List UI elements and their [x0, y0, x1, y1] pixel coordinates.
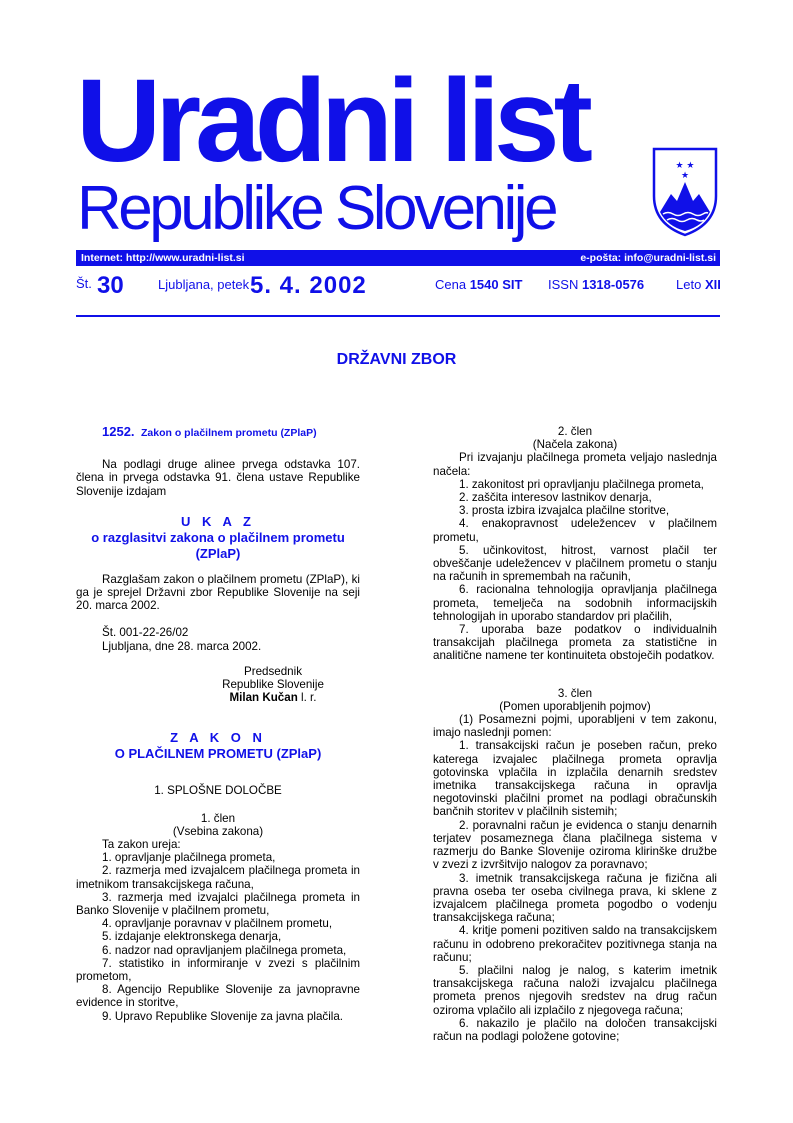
issue-date: 5. 4. 2002 [250, 272, 367, 299]
issue-issn: ISSN 1318-0576 [548, 277, 645, 292]
article-2-heading: 2. člen [557, 425, 593, 438]
article-2-intro: Pri izvajanju plačilnega prometa veljajo naslednja načela: [433, 451, 717, 478]
left-column [76, 425, 360, 1023]
article-1-intro: Ta zakon ureja: [102, 838, 181, 852]
list-item: 7. statistiko in informiranje v zvezi s plačilnim prometom, [76, 956, 360, 984]
email-link[interactable]: e-pošta: info@uradni-list.si [580, 252, 716, 264]
coat-of-arms-icon [651, 146, 719, 238]
signature-name: Milan Kučan l. r. [229, 691, 317, 705]
article-1-heading: 1. člen [200, 811, 236, 825]
law-heading: 1252. Zakon o plačilnem prometu (ZPlaP) [102, 424, 317, 439]
list-item: 5. izdajanje elektronskega denarja, [102, 930, 282, 944]
ukaz-subheading: o razglasitvi zakona o plačilnem prometu (ZPlaP) [91, 529, 345, 561]
list-item: 4. kritje pomeni pozitiven saldo na transakcijskem računu in odobreno prekoračitev pozitivnega stanja na računu; [433, 924, 717, 964]
article-2-title: (Načela zakona) [532, 438, 618, 452]
issue-number-label: Št. [76, 276, 92, 291]
article-3-heading: 3. člen [557, 686, 593, 700]
list-item: 4. opravljanje poravnav v plačilnem prometu, [102, 917, 333, 931]
list-item: 3. prosta izbira izvajalca plačilne storitve, [459, 504, 670, 518]
masthead-subtitle: Republike Slovenije [77, 174, 556, 243]
zakon-subheading: O PLAČILNEM PROMETU (ZPlaP) [114, 746, 322, 762]
list-item: 5. učinkovitost, hitrost, varnost plačil ter obveščanje udeležencev v plačilnem prometu o stanju na računih in spremembah na računih, [433, 543, 717, 584]
reference-number: Št. 001-22-26/02 [102, 626, 189, 640]
internet-link[interactable]: Internet: http://www.uradni-list.si [81, 252, 245, 264]
issue-year: Leto XII [676, 277, 721, 292]
list-item: 2. zaščita interesov lastnikov denarja, [459, 491, 652, 505]
issue-number: 30 [97, 272, 124, 299]
issue-place-day: Ljubljana, petek [158, 277, 250, 292]
list-item: 5. plačilni nalog je nalog, s katerim imetnik transakcijskega računa naloži izvajalcu plačilnega prometa prenos njegovih sredstev na drug račun oziroma vplačilo ali izplačilo z njegovega računa; [433, 963, 717, 1017]
ukaz-heading: U K A Z [181, 513, 255, 529]
reference-date: Ljubljana, dne 28. marca 2002. [102, 639, 262, 653]
list-item: 4. enakopravnost udeležencev v plačilnem prometu, [433, 517, 717, 544]
list-item: 1. zakonitost pri opravljanju plačilnega prometa, [459, 477, 704, 491]
contact-bar [76, 250, 720, 266]
header-divider [76, 315, 720, 317]
list-item: 6. nadzor nad opravljanjem plačilnega prometa, [102, 943, 347, 957]
svg-text:★: ★ [680, 171, 690, 181]
svg-text:★ ★: ★ ★ [675, 161, 695, 171]
signature-role: Predsednik [243, 664, 302, 678]
proclaim-paragraph: Razglašam zakon o plačilnem prometu (ZPlaP), ki ga je sprejel Državni zbor Republike Slovenije na seji 20. marca 2002. [76, 572, 360, 613]
list-item: 6. racionalna tehnologija opravljanja plačilnega prometa, temelječa na sodobnih informacijskih tehnologijah in uporabo standardov pri plačilih, [433, 583, 717, 623]
list-item: 6. nakazilo je plačilo na določen transakcijski račun na podlagi položene gotovine; [433, 1016, 717, 1043]
list-item: 2. poravnalni račun je evidenca o stanju denarnih terjatev posameznega člana plačilnega sistema v razmerju do Banke Slovenije oziroma klirinške družbe v zvezi z izvršitvijo nalogov za poravnavo; [433, 818, 717, 872]
article-3-title: (Pomen uporabljenih pojmov) [499, 699, 651, 713]
article-3-intro: (1) Posamezni pojmi, uporabljeni v tem zakonu, imajo naslednji pomen: [433, 713, 717, 740]
intro-paragraph: Na podlagi druge alinee prvega odstavka 107. člena in prvega odstavka 91. člena ustave Republike Slovenije izdajam [76, 458, 360, 498]
right-column [433, 425, 717, 1043]
chapter-heading: 1. SPLOŠNE DOLOČBE [154, 784, 282, 798]
list-item: 1. transakcijski račun je poseben račun, preko katerega izvajalec plačilnega prometa opravlja gotovinska vplačila in izplačila denarnih sredstev imetnika transakcijskega računa in opravlja negotovinski plačilni promet na podlagi obračunskih bančnih storitev v plačilnih sistemih; [433, 739, 717, 819]
list-item: 7. uporaba baze podatkov o individualnih transakcijah plačilnega prometa za statistične in analitične namene ter kontinuiteta obstoječih podatkov. [433, 623, 717, 663]
article-1-title: (Vsebina zakona) [172, 824, 264, 838]
list-item: 9. Upravo Republike Slovenije za javna plačila. [102, 1009, 344, 1023]
masthead-title: Uradni list [76, 55, 587, 187]
list-item: 1. opravljanje plačilnega prometa, [102, 851, 276, 865]
list-item: 2. razmerja med izvajalcem plačilnega prometa in imetnikom transakcijskega računa, [76, 864, 360, 891]
list-item: 3. imetnik transakcijskega računa je fizična ali pravna oseba ter oseba civilnega prava, ki sklene z izvajalcem plačilnega prometa pogodbo o vodenju transakcijskega računa; [433, 871, 717, 925]
issue-price: Cena 1540 SIT [435, 277, 523, 292]
list-item: 8. Agencijo Republike Slovenije za javnopravne evidence in storitve, [76, 983, 360, 1010]
list-item: 3. razmerja med izvajalci plačilnega prometa in Banko Slovenije v plačilnem prometu, [76, 890, 360, 918]
zakon-heading: Z A K O N [170, 730, 266, 746]
section-heading: DRŽAVNI ZBOR [336, 351, 457, 368]
signature-org: Republike Slovenije [222, 678, 324, 692]
